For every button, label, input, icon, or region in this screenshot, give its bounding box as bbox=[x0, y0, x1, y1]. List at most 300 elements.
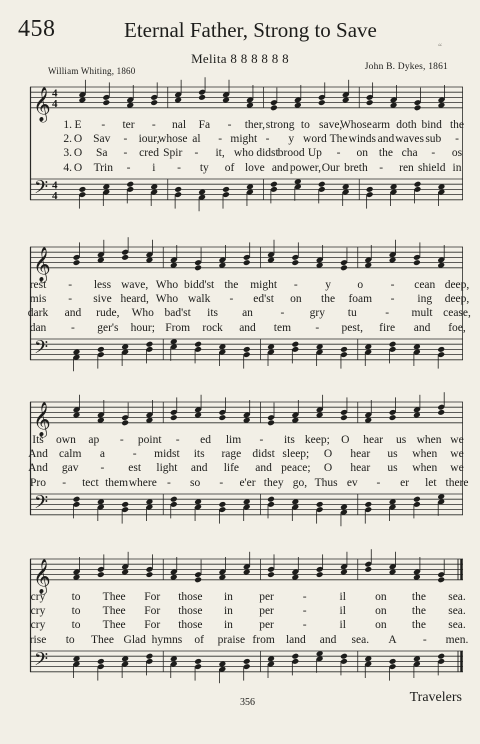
lyric-syllable: From bbox=[165, 321, 191, 334]
verse-line bbox=[30, 434, 463, 448]
verse-line bbox=[30, 162, 463, 176]
note-head bbox=[414, 104, 422, 111]
syllable-hyphen: - bbox=[126, 161, 131, 174]
lyric-syllable: ren bbox=[399, 161, 414, 174]
note-head bbox=[146, 653, 154, 660]
lyric-syllable: Sa bbox=[95, 147, 108, 160]
syllable-hyphen: - bbox=[259, 434, 264, 446]
note-head bbox=[194, 341, 202, 348]
time-signature-digit: 4 bbox=[52, 189, 58, 202]
bass-staff bbox=[30, 494, 463, 515]
syllable-hyphen: - bbox=[101, 119, 106, 131]
lyric-syllable: Our bbox=[321, 161, 340, 174]
verse-line bbox=[30, 448, 463, 462]
bass-clef-icon: 𝄢 bbox=[34, 337, 49, 363]
lyric-syllable: whose bbox=[158, 133, 188, 146]
lyric-syllable: Pro bbox=[30, 476, 46, 489]
lyric-syllable: its bbox=[193, 448, 205, 461]
lyric-syllable: when bbox=[416, 434, 442, 446]
verse-line bbox=[29, 279, 470, 293]
syllable-hyphen: - bbox=[62, 476, 67, 489]
lyric-syllable: Who bbox=[131, 307, 154, 320]
verse-line bbox=[27, 307, 471, 321]
lyric-syllable: men. bbox=[445, 633, 469, 646]
lyric-syllable: rude, bbox=[96, 307, 120, 320]
lyric-syllable: y bbox=[325, 279, 331, 291]
note-head bbox=[389, 341, 397, 348]
lyric-syllable: sive bbox=[93, 293, 112, 306]
syllable-hyphen: - bbox=[68, 293, 73, 306]
syllable-hyphen: - bbox=[385, 307, 390, 320]
lyric-syllable: sea. bbox=[448, 605, 466, 618]
lyric-syllable: and bbox=[64, 307, 82, 320]
lyric-syllable: who bbox=[233, 147, 254, 160]
lyric-syllable: to bbox=[71, 619, 81, 632]
corner-mark: “ bbox=[438, 42, 442, 52]
lyric-syllable: and bbox=[413, 321, 431, 334]
lyric-syllable: Thus bbox=[314, 476, 338, 489]
lyric-syllable: its bbox=[207, 307, 219, 320]
note-head bbox=[318, 181, 326, 188]
note-head bbox=[198, 94, 206, 101]
note-head bbox=[194, 264, 202, 271]
lyric-syllable: the bbox=[411, 605, 426, 618]
lyric-syllable: less bbox=[93, 279, 112, 291]
lyric-syllable: heard, bbox=[120, 293, 149, 306]
lyric-syllable: in bbox=[452, 161, 462, 174]
syllable-hyphen: - bbox=[123, 147, 128, 160]
lyric-syllable: For bbox=[144, 591, 161, 603]
lyric-syllable: calm bbox=[59, 448, 82, 461]
treble-staff bbox=[30, 87, 463, 108]
lyric-syllable: i bbox=[152, 161, 156, 174]
lyric-syllable: lim bbox=[225, 434, 242, 446]
verse-number: 4. bbox=[63, 161, 72, 174]
page-number: 356 bbox=[240, 697, 255, 708]
tune-category: Travelers bbox=[409, 690, 462, 705]
note-head bbox=[146, 571, 154, 578]
lyric-syllable: O bbox=[323, 462, 333, 475]
lyric-syllable: est bbox=[128, 462, 142, 475]
lyric-syllable: we bbox=[450, 448, 464, 461]
note-head bbox=[170, 496, 178, 503]
lyric-syllable: life bbox=[223, 462, 240, 475]
lyric-syllable: might bbox=[230, 133, 258, 146]
verse-line bbox=[30, 619, 466, 633]
syllable-hyphen: - bbox=[280, 307, 285, 320]
lyric-syllable: o bbox=[357, 279, 364, 291]
note-head bbox=[366, 186, 374, 193]
verse-line bbox=[29, 633, 469, 648]
lyric-syllable: Up bbox=[307, 147, 322, 160]
lyric-syllable: didst bbox=[252, 448, 275, 461]
lyric-syllable: al bbox=[192, 133, 201, 146]
treble-clef-icon: 𝄞 bbox=[33, 401, 51, 437]
lyric-syllable: fire bbox=[379, 321, 396, 334]
note-head bbox=[389, 414, 397, 421]
lyric-syllable: us bbox=[396, 434, 407, 446]
lyric-syllable: For bbox=[144, 619, 161, 632]
lyric-syllable: the bbox=[449, 119, 465, 131]
lyric-syllable: per bbox=[259, 591, 274, 603]
lyric-syllable: in bbox=[223, 619, 233, 632]
lyric-syllable: go, bbox=[292, 476, 308, 489]
lyric-syllable: praise bbox=[217, 633, 246, 646]
lyric-syllable: it, bbox=[215, 147, 225, 160]
note-head bbox=[146, 341, 154, 348]
lyric-syllable: A bbox=[388, 633, 397, 646]
lyric-syllable: tu bbox=[347, 307, 357, 320]
lyric-syllable: love bbox=[244, 161, 265, 174]
verse-number: 2. bbox=[63, 133, 72, 146]
lyric-syllable: dan bbox=[29, 321, 47, 334]
note-head bbox=[267, 571, 275, 578]
lyric-syllable: cry bbox=[30, 619, 46, 632]
lyric-syllable: on bbox=[290, 293, 302, 306]
lyric-syllable: Thee bbox=[102, 605, 126, 618]
lyric-syllable: on bbox=[375, 591, 387, 603]
note-head bbox=[364, 566, 372, 573]
verse-line bbox=[30, 119, 463, 133]
note-head bbox=[318, 99, 326, 106]
lyric-syllable: bidd'st bbox=[184, 279, 215, 291]
note-head bbox=[291, 259, 299, 266]
lyric-syllable: didst bbox=[256, 147, 279, 160]
note-head bbox=[389, 658, 397, 665]
syllable-hyphen: - bbox=[315, 321, 320, 334]
note-head bbox=[194, 576, 202, 583]
lyric-syllable: Who bbox=[155, 293, 179, 306]
syllable-hyphen: - bbox=[151, 119, 156, 131]
lyric-syllable: rock bbox=[202, 321, 223, 334]
tune-name-meter: Melita 8 8 8 8 8 8 bbox=[191, 51, 289, 66]
note-head bbox=[73, 496, 81, 503]
lyric-syllable: and bbox=[319, 633, 337, 646]
syllable-hyphen: - bbox=[431, 147, 436, 160]
lyric-syllable: sea. bbox=[448, 619, 466, 632]
lyric-syllable: ing bbox=[417, 293, 433, 306]
lyric-syllable: il bbox=[339, 591, 346, 603]
lyric-syllable: might bbox=[250, 279, 278, 291]
note-head bbox=[366, 99, 374, 106]
lyric-syllable: rest bbox=[29, 279, 47, 291]
note-head bbox=[78, 186, 86, 193]
lyric-syllable: sea. bbox=[351, 633, 370, 646]
hymn-title: Eternal Father, Strong to Save bbox=[124, 18, 377, 42]
lyric-syllable: ther, bbox=[244, 119, 266, 131]
note-head bbox=[243, 346, 251, 353]
syllable-hyphen: - bbox=[379, 161, 384, 174]
syllable-hyphen: - bbox=[376, 476, 381, 489]
note-head bbox=[267, 496, 275, 503]
lyric-syllable: to bbox=[300, 119, 310, 131]
verse-line bbox=[30, 605, 466, 619]
lyric-syllable: word bbox=[303, 133, 327, 146]
note-head bbox=[126, 181, 134, 188]
lyric-syllable: on bbox=[375, 619, 387, 632]
lyric-syllable: peace; bbox=[281, 462, 311, 475]
lyric-syllable: O bbox=[73, 161, 83, 174]
lyric-syllable: Who bbox=[155, 279, 179, 291]
lyric-syllable: deep, bbox=[444, 293, 470, 306]
lyric-syllable: Thee bbox=[102, 619, 126, 632]
syllable-hyphen: - bbox=[302, 605, 307, 618]
lyric-syllable: the bbox=[378, 147, 393, 160]
lyric-syllable: to bbox=[65, 633, 75, 646]
syllable-hyphen: - bbox=[455, 133, 459, 146]
lyric-syllable: power, bbox=[289, 161, 321, 174]
lyric-syllable: them bbox=[105, 476, 129, 489]
syllable-hyphen: - bbox=[100, 462, 105, 475]
lyric-syllable: rise bbox=[29, 633, 47, 646]
lyric-syllable: strong bbox=[265, 119, 295, 131]
lyric-syllable: its bbox=[283, 434, 295, 446]
lyric-syllable: cha bbox=[401, 147, 418, 160]
bass-staff bbox=[30, 179, 463, 200]
lyric-syllable: those bbox=[178, 619, 203, 632]
lyric-syllable: light bbox=[156, 462, 178, 475]
lyric-syllable: those bbox=[178, 591, 203, 603]
lyric-syllable: mult bbox=[411, 307, 433, 320]
lyric-syllable: us bbox=[387, 462, 398, 475]
note-head bbox=[243, 658, 251, 665]
verse-number: 1. bbox=[63, 119, 72, 131]
lyric-syllable: and bbox=[271, 161, 289, 174]
note-head bbox=[150, 99, 158, 106]
lyric-syllable: The bbox=[329, 133, 348, 146]
lyric-syllable: winds bbox=[348, 133, 376, 146]
lyric-syllable: Thee bbox=[90, 633, 114, 646]
syllable-hyphen: - bbox=[229, 293, 234, 306]
lyric-syllable: bad'st bbox=[164, 307, 191, 320]
syllable-hyphen: - bbox=[194, 147, 199, 160]
syllable-hyphen: - bbox=[422, 633, 427, 646]
lyric-syllable: E bbox=[74, 119, 82, 131]
note-head bbox=[414, 181, 422, 188]
note-head bbox=[437, 576, 445, 583]
lyric-syllable: cean bbox=[414, 279, 436, 291]
lyric-syllable: O bbox=[73, 147, 83, 160]
lyric-syllable: tect bbox=[82, 476, 99, 489]
lyric-syllable: pest, bbox=[341, 321, 363, 334]
lyric-syllable: Thee bbox=[102, 591, 126, 603]
lyric-syllable: er bbox=[400, 476, 410, 489]
lyric-syllable: bind bbox=[421, 119, 442, 131]
lyric-syllable: those bbox=[178, 605, 203, 618]
lyric-syllable: sea. bbox=[448, 591, 466, 603]
lyric-syllable: save, bbox=[319, 119, 343, 131]
lyric-syllable: shield bbox=[417, 161, 446, 174]
bass-clef-icon: 𝄢 bbox=[34, 177, 49, 203]
lyric-syllable: when bbox=[412, 448, 438, 461]
lyric-syllable: rage bbox=[221, 448, 242, 461]
syllable-hyphen: - bbox=[70, 321, 75, 334]
lyric-syllable: cease, bbox=[443, 307, 471, 320]
note-head bbox=[270, 181, 278, 188]
note-head bbox=[364, 501, 372, 508]
syllable-hyphen: - bbox=[132, 448, 137, 461]
lyric-syllable: and bbox=[255, 462, 272, 475]
syllable-hyphen: - bbox=[265, 133, 270, 146]
note-head bbox=[270, 104, 278, 111]
syllable-hyphen: - bbox=[293, 279, 298, 291]
verse-line bbox=[30, 476, 469, 491]
lyric-syllable: waves bbox=[395, 133, 424, 146]
note-head bbox=[121, 501, 129, 508]
syllable-hyphen: - bbox=[336, 147, 341, 160]
lyric-syllable: an bbox=[242, 307, 253, 320]
lyric-syllable: land bbox=[285, 633, 306, 646]
verse-line bbox=[30, 462, 463, 476]
syllable-hyphen: - bbox=[175, 434, 180, 446]
note-head bbox=[267, 419, 275, 426]
lyric-syllable: breth bbox=[344, 161, 368, 174]
note-head bbox=[340, 653, 348, 660]
lyric-syllable: the bbox=[411, 619, 426, 632]
note-head bbox=[102, 99, 110, 106]
verse-line bbox=[30, 591, 466, 605]
syllable-hyphen: - bbox=[219, 476, 224, 489]
lyric-syllable: arm bbox=[372, 119, 391, 131]
syllable-hyphen: - bbox=[390, 293, 395, 306]
syllable-hyphen: - bbox=[177, 161, 181, 174]
note-head bbox=[121, 419, 129, 426]
lyric-syllable: Glad bbox=[123, 633, 146, 646]
lyric-syllable: gry bbox=[309, 307, 325, 320]
lyric-syllable: hear bbox=[363, 434, 384, 446]
note-head bbox=[316, 571, 324, 578]
lyric-syllable: cred bbox=[139, 147, 159, 160]
music-attribution: John B. Dykes, 1861 bbox=[364, 62, 448, 72]
note-head bbox=[340, 414, 348, 421]
note-head bbox=[73, 259, 81, 266]
lyric-syllable: brood bbox=[277, 147, 305, 160]
time-signature-digit: 4 bbox=[52, 87, 58, 100]
syllable-hyphen: - bbox=[119, 434, 124, 446]
lyric-syllable: us bbox=[387, 448, 398, 461]
lyric-syllable: hear bbox=[350, 448, 371, 461]
lyric-syllable: Spir bbox=[163, 147, 183, 160]
note-head bbox=[413, 259, 421, 266]
lyric-syllable: wave, bbox=[121, 279, 149, 291]
syllable-hyphen: - bbox=[167, 476, 171, 489]
bass-clef-icon: 𝄢 bbox=[34, 492, 49, 518]
lyric-syllable: O bbox=[341, 434, 350, 446]
lyric-syllable: Whose bbox=[339, 119, 372, 131]
lyric-syllable: where bbox=[128, 476, 157, 489]
verse-number: 3. bbox=[63, 147, 72, 160]
note-head bbox=[218, 501, 226, 508]
lyric-syllable: to bbox=[71, 591, 81, 603]
lyric-syllable: ed bbox=[200, 434, 212, 446]
lyric-syllable: e'er bbox=[239, 476, 256, 489]
note-head bbox=[340, 346, 348, 353]
words-attribution: William Whiting, 1860 bbox=[48, 66, 136, 76]
lyric-syllable: ger's bbox=[97, 321, 119, 334]
lyric-syllable: foe, bbox=[448, 321, 466, 334]
lyric-syllable: hymns bbox=[151, 633, 183, 646]
lyric-syllable: per bbox=[259, 619, 274, 632]
note-head bbox=[97, 571, 105, 578]
lyric-syllable: y bbox=[288, 133, 295, 146]
lyric-syllable: For bbox=[144, 605, 161, 618]
treble-clef-icon: 𝄞 bbox=[33, 558, 51, 594]
lyric-syllable: nal bbox=[172, 119, 187, 131]
note-head bbox=[291, 653, 299, 660]
lyric-syllable: tem bbox=[273, 321, 292, 334]
note-head bbox=[437, 346, 445, 353]
bass-clef-icon: 𝄢 bbox=[34, 649, 49, 675]
lyric-syllable: a bbox=[99, 448, 106, 461]
lyric-syllable: And bbox=[28, 448, 48, 461]
lyric-syllable: we bbox=[450, 462, 464, 475]
syllable-hyphen: - bbox=[302, 619, 307, 632]
note-head bbox=[222, 186, 230, 193]
lyric-syllable: let bbox=[425, 476, 437, 489]
syllable-hyphen: - bbox=[302, 591, 307, 603]
lyric-syllable: so bbox=[190, 476, 201, 489]
lyric-syllable: in bbox=[223, 591, 233, 603]
note-head bbox=[218, 414, 226, 421]
lyric-syllable: O bbox=[323, 448, 333, 461]
lyric-syllable: of bbox=[194, 633, 204, 646]
lyric-syllable: sleep; bbox=[282, 448, 310, 461]
lyric-syllable: ty bbox=[199, 161, 209, 174]
lyric-syllable: doth bbox=[396, 119, 417, 131]
lyric-syllable: there bbox=[445, 476, 469, 489]
lyric-syllable: they bbox=[263, 476, 284, 489]
note-head bbox=[243, 259, 251, 266]
note-head bbox=[437, 409, 445, 416]
lyric-syllable: hear bbox=[350, 462, 371, 475]
syllable-hyphen: - bbox=[227, 119, 232, 131]
lyric-syllable: and bbox=[377, 133, 395, 146]
note-head bbox=[97, 658, 105, 665]
lyric-syllable: when bbox=[412, 462, 438, 475]
note-head bbox=[340, 264, 348, 271]
treble-clef-icon: 𝄞 bbox=[33, 86, 51, 122]
lyric-syllable: per bbox=[259, 605, 274, 618]
lyric-syllable: os bbox=[451, 147, 463, 160]
lyric-syllable: from bbox=[252, 633, 275, 646]
lyric-syllable: and bbox=[190, 462, 208, 475]
lyric-syllable: midst bbox=[154, 448, 180, 461]
syllable-hyphen: - bbox=[123, 133, 128, 146]
note-head bbox=[97, 346, 105, 353]
lyric-syllable: And bbox=[28, 462, 48, 475]
lyric-syllable: we bbox=[450, 434, 464, 446]
lyric-syllable: on bbox=[375, 605, 387, 618]
note-head bbox=[194, 658, 202, 665]
syllable-hyphen: - bbox=[68, 279, 73, 291]
note-head bbox=[437, 653, 445, 660]
time-signature-digit: 4 bbox=[52, 179, 58, 192]
lyric-syllable: the bbox=[224, 279, 239, 291]
lyric-syllable: to bbox=[71, 605, 81, 618]
verse-line bbox=[29, 293, 470, 307]
lyric-syllable: ap bbox=[88, 434, 100, 446]
lyric-syllable: ev bbox=[346, 476, 358, 489]
lyric-syllable: iour, bbox=[138, 133, 160, 146]
verse-line bbox=[30, 147, 463, 161]
hymn-number: 458 bbox=[18, 16, 56, 42]
lyric-syllable: mis bbox=[29, 293, 47, 306]
lyric-syllable: walk bbox=[187, 293, 211, 306]
lyric-syllable: Trin bbox=[93, 161, 113, 174]
lyric-syllable: point bbox=[137, 434, 162, 446]
note-head bbox=[121, 254, 129, 261]
lyric-syllable: cry bbox=[30, 591, 46, 603]
